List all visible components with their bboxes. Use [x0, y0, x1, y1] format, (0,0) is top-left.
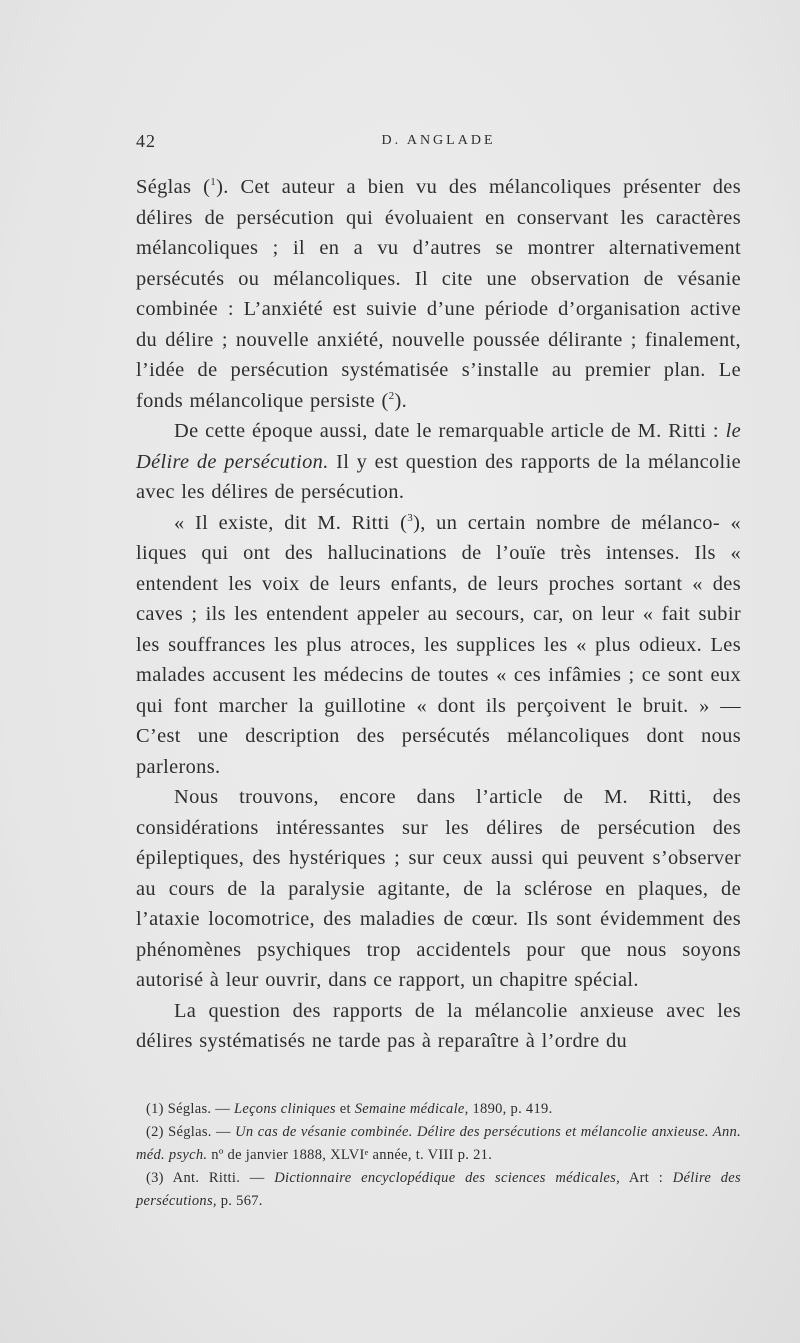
text-run: ). [394, 389, 408, 412]
text-run: et [335, 1101, 355, 1117]
text-run: « Il existe, dit M. Ritti ( [174, 511, 408, 534]
page-header [136, 131, 741, 155]
text-run: Séglas ( [136, 176, 211, 198]
footnote-ref: 1 [210, 176, 217, 189]
italic-run: Semaine médicale, [354, 1101, 469, 1117]
footnote-ref: 3 [407, 511, 414, 524]
text-run: Art : [620, 1170, 673, 1186]
italic-title: le Délire de persécution. [136, 420, 741, 473]
paragraph: Nous trouvons, encore dans l’article de M. Ritti, des considérations intéressantes sur les délires de persécution des épileptiques, des hystériques ; sur ceux aussi qui peuvent s’observer au cours de la paralysie agitante, de la sclérose en plaques, de l’ataxie locomotrice, des maladies de cœur. Ils sont évidemment des phénomènes psychiques trop accidentels pour que nous soyons autorisé à leur ouvrir, dans ce rapport, un chapitre spécial. [136, 786, 741, 991]
text-run: p. 567. [216, 1193, 263, 1209]
text-run: 1890, p. 419. [468, 1101, 553, 1117]
italic-run: Dictionnaire encyclopédique des sciences médicales, [274, 1170, 621, 1186]
page-number: 42 [136, 131, 156, 151]
italic-run: Un cas de vésanie combinée. Délire des persécutions et mélancolie anxieuse. Ann. méd. psych. [136, 1124, 741, 1163]
paragraph: La question des rapports de la mélancolie anxieuse avec les délires systématisés ne tarde pas à reparaître à l’ordre du [136, 999, 741, 1052]
text-run: (2) Séglas. — [146, 1124, 236, 1140]
quote-paragraph [136, 508, 741, 783]
running-head: D. ANGLADE [381, 133, 496, 148]
paragraph [136, 416, 741, 508]
footnote [136, 1098, 741, 1121]
text-run: (1) Séglas. — [146, 1101, 234, 1117]
body-text [136, 172, 741, 1057]
text-run: ), un certain nombre de mélanco- « liques qui ont des hallucinations de l’ouïe très intenses. Ils « entendent les voix de leurs enfants, de leurs proches sortant « des caves ; ils les entendent appeler au secours, car, on leur « fait subir les souffrances les plus atroces, les supplices les « plus odieux. Les malades accusent les médecins de toutes « ces infâmies ; ce sont eux qui font marcher la guillotine « dont ils perçoivent le bruit. » — C’est une description des persécutés mélancoliques dont nous parlerons. [136, 511, 741, 778]
text-run: nº de janvier 1888, XLVIᵉ année, t. VIII p. 21. [207, 1147, 493, 1163]
footnotes [136, 1098, 741, 1213]
italic-run: Délire des persécutions, [136, 1170, 741, 1209]
text-run: ). Cet auteur a bien vu des mélancoliques présenter des délires de persécution qui évoluaient en conservant les caractères mélancoliques ; il en a vu d’autres se montrer alternativement persécutés ou mélancoliques. Il cite une observation de vésanie combinée : L’anxiété est suivie d’une période d’organisation active du délire ; nouvelle anxiété, nouvelle poussée délirante ; finalement, l’idée de persécution systématisée s’installe au premier plan. Le fonds mélancolique persiste ( [136, 176, 741, 412]
text-run: Il y est question des rapports de la mélancolie avec les délires de persécution. [136, 450, 741, 503]
footnote [136, 1121, 741, 1167]
text-run: De cette époque aussi, date le remarquable article de M. Ritti : [174, 420, 726, 442]
text-run: (3) Ant. Ritti. — [146, 1170, 275, 1186]
footnote [136, 1167, 741, 1213]
footnote-ref: 2 [388, 389, 395, 402]
italic-run: Leçons cliniques [233, 1101, 336, 1117]
paragraph [136, 172, 741, 416]
